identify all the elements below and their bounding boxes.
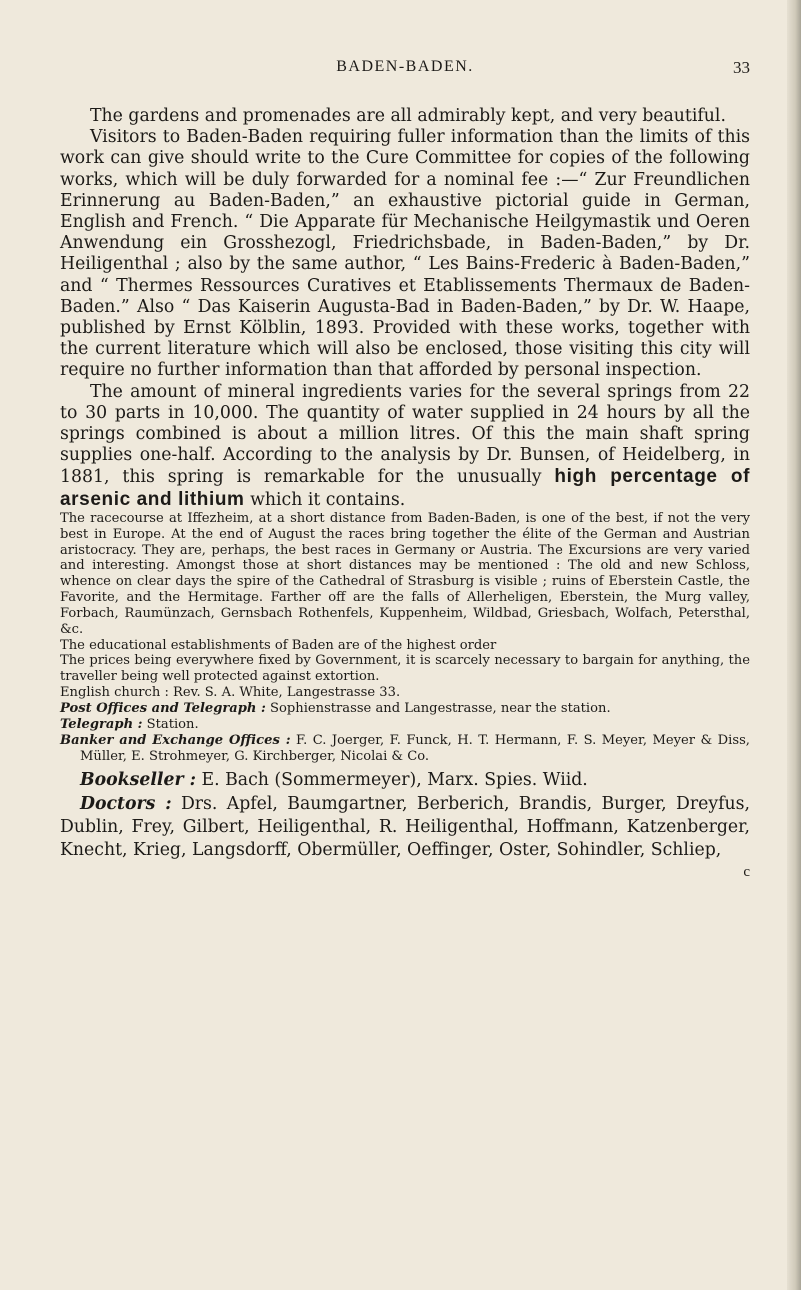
mineral-emphasis: high percentage of arsenic and lithium	[60, 466, 750, 510]
post-text: Sophienstrasse and Langestrasse, near the station.	[270, 700, 611, 716]
paragraph-education: The educational establishments of Baden are of the highest order	[60, 637, 497, 653]
signature-mark: c	[743, 863, 750, 880]
paragraph-gardens: The gardens and promenades are all admirably kept, and very beautiful.	[90, 106, 726, 126]
paragraph-visitors: Visitors to Baden-Baden requiring fuller information than the limits of this work can give should write to the Cure Committee for copies of the following works, which will be duly forwarded for a nominal fee :—“ Zur Freundlichen Erinnerung au Baden-Baden,” an exhaustive pictorial guide in German, English and French. “ Die Apparate für Mechanische Heilgymastik und Oeren Anwendung ein Grosshezogl, Friedrichsbade, in Baden-Baden,” by Dr. Heiligenthal ; also by the same author, “ Les Bains-Frederic à Baden-Baden,” and “ Thermes Ressources Curatives et Etablissements Thermaux de Baden-Baden.” Also “ Das Kaiserin Augusta-Bad in Baden-Baden,” by Dr. W. Haape, published by Ernst Kölblin, 1893. Provided with these works, together with the current literature which will also be enclosed, those visiting this city will require no further information than that afforded by personal inspection.	[60, 127, 750, 381]
entry-bookseller	[60, 769, 750, 792]
doctors-label: Doctors :	[80, 793, 172, 814]
bookseller-label: Bookseller :	[80, 770, 196, 791]
entry-telegraph	[60, 717, 750, 733]
page-number: 33	[733, 58, 750, 77]
entry-banker	[60, 733, 750, 765]
entry-doctors	[60, 793, 750, 863]
doctors-text: Drs. Apfel, Baumgartner, Berberich, Brandis, Burger, Dreyfus, Dublin, Frey, Gilbert, Heiligenthal, R. Heiligenthal, Hoffmann, Katzenberger, Knecht, Krieg, Langsdorff, Obermüller, Oeffinger, Oster, Sohindler, Schliep,	[60, 793, 750, 861]
mineral-text: The amount of mineral ingredients varies for the several springs from 22 to 30 parts in 10,000. The quantity of water supplied in 24 hours by all the springs combined is about a million litres. Of this the main shaft spring supplies one-half. According to the analysis by Dr. Bunsen, of Heidelberg, in 1881, this spring is remarkable for the unusually	[60, 381, 750, 488]
paragraph-church: English church : Rev. S. A. White, Langestrasse 33.	[60, 685, 401, 701]
bookseller-text: E. Bach (Sommermeyer), Marx. Spies. Wiid.	[201, 770, 588, 791]
entry-post-offices	[60, 701, 750, 717]
banker-label: Banker and Exchange Offices :	[60, 732, 291, 748]
post-label: Post Offices and Telegraph :	[60, 700, 266, 716]
paragraph-racecourse: The racecourse at Iffezheim, at a short distance from Baden-Baden, is one of the best, if not the very best in Europe. At the end of August the races bring together the élite of the German and Austrian aristocracy. They are, perhaps, the best races in Germany or Austria. The Excursions are very varied and interesting. Amongst those at short distances may be mentioned : The old and new Schloss, whence on clear days the spire of the Cathedral of Strasburg is visible ; ruins of Eberstein Castle, the Favorite, and the Hermitage. Farther off are the falls of Allerheligen, Eberstein, the Murg valley, Forbach, Raumünzach, Gernsbach Rothenfels, Kuppenheim, Wildbad, Griesbach, Wolfach, Petersthal, &c.	[60, 510, 750, 637]
running-head: BADEN-BADEN.	[336, 58, 474, 75]
paragraph-prices: The prices being everywhere fixed by Government, it is scarcely necessary to bargain for anything, the traveller being well protected against extortion.	[60, 653, 750, 685]
telegraph-text: Station.	[146, 716, 199, 732]
page-body	[60, 106, 750, 881]
paragraph-mineral	[60, 382, 750, 511]
page-edge	[787, 0, 801, 1290]
telegraph-label: Telegraph :	[60, 716, 143, 732]
mineral-tail: which it contains.	[250, 489, 406, 510]
page-header	[60, 58, 750, 82]
banker-text: F. C. Joerger, F. Funck, H. T. Hermann, F. S. Meyer, Meyer & Diss, Müller, E. Strohmeyer, G. Kirchberger, Nicolai & Co.	[80, 732, 750, 764]
